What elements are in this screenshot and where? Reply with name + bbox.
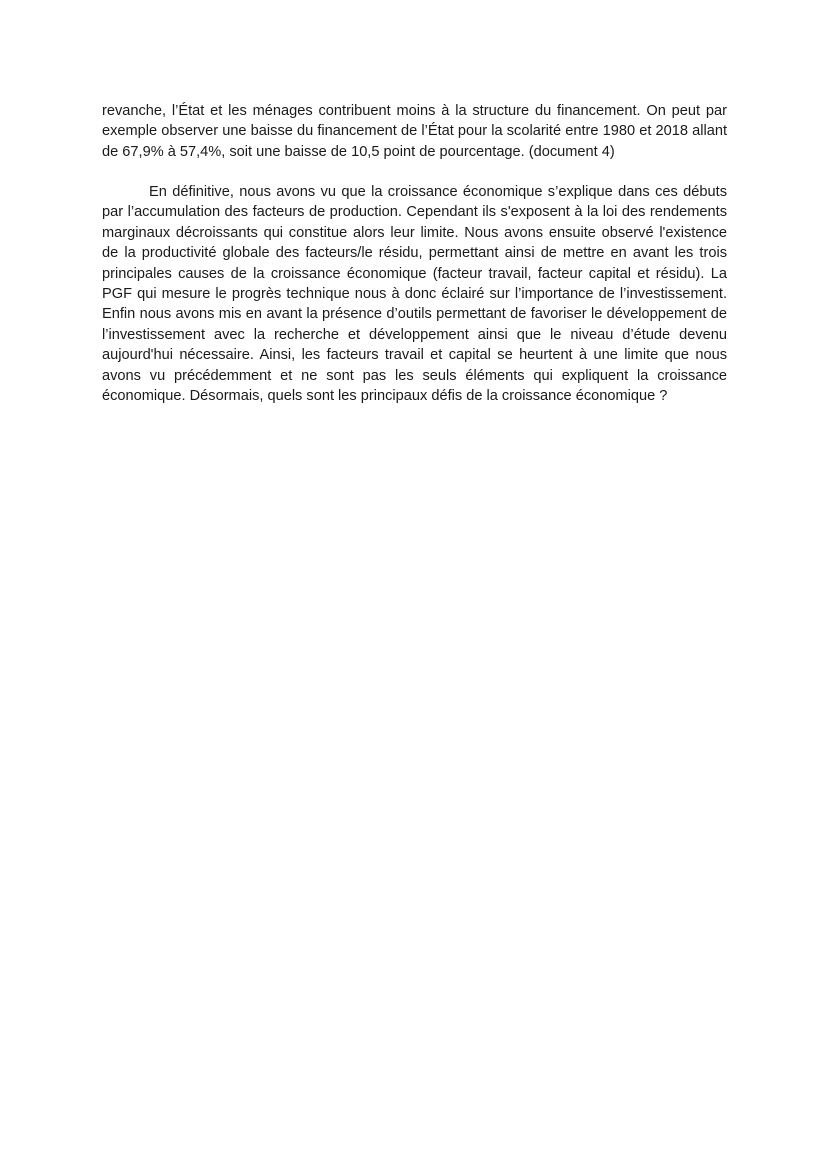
paragraph-conclusion: En définitive, nous avons vu que la croissance économique s’explique dans ces débuts par l’accumulation des facteurs de production. Cependant ils s'exposent à la loi des rendements marginaux décroissants qui constitue alors leur limite. Nous avons ensuite observé l'existence de la productivité globale des facteurs/le résidu, permettant ainsi de mettre en avant les trois principales causes de la croissance économique (facteur travail, facteur capital et résidu). La PGF qui mesure le progrès technique nous à donc éclairé sur l’importance de l’investissement. Enfin nous avons mis en avant la présence d’outils permettant de favoriser le développement de l’investissement avec la recherche et développement ainsi que le niveau d’étude devenu aujourd'hui nécessaire. Ainsi, les facteurs travail et capital se heurtent à une limite que nous avons vu précédemment et ne sont pas les seuls éléments qui expliquent la croissance économique. Désormais, quels sont les principaux défis de la croissance économique ?	[102, 184, 727, 405]
paragraph-financing-structure: revanche, l’État et les ménages contribuent moins à la structure du financement. On peut par exemple observer une baisse du financement de l’État pour la scolarité entre 1980 et 2018 allant de 67,9% à 57,4%, soit une baisse de 10,5 point de pourcentage. (document 4)	[102, 103, 727, 160]
